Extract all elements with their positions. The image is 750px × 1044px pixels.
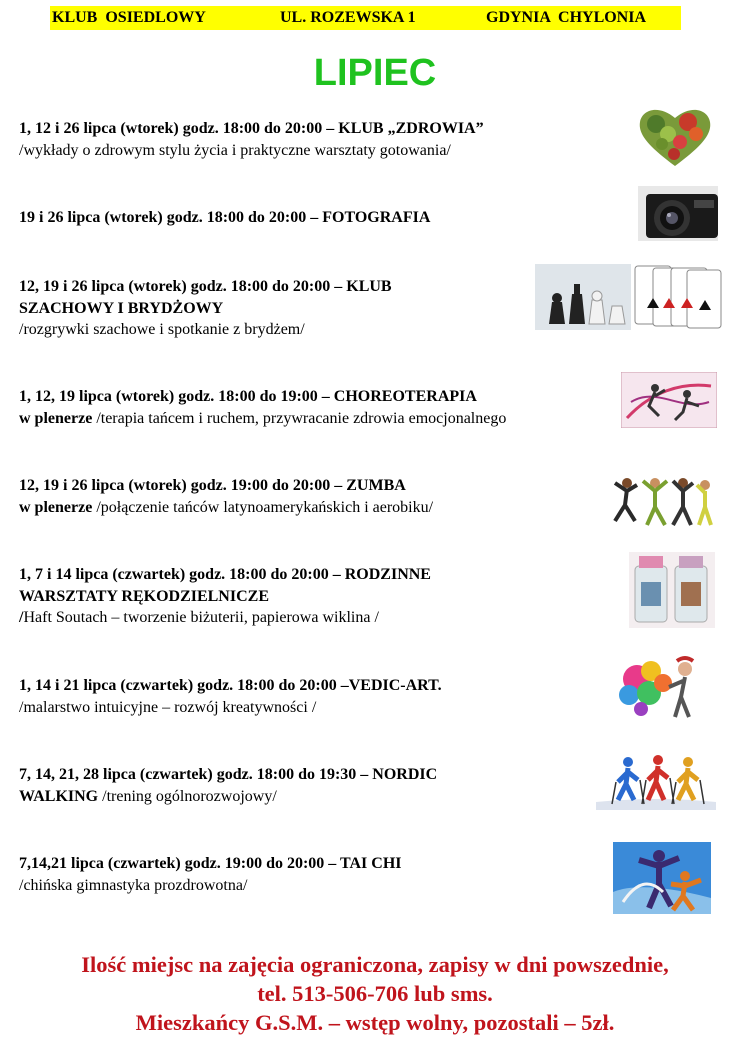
club-name: KLUB OSIEDLOWY (52, 9, 206, 26)
event-title-slash: / (19, 609, 24, 626)
event-vedic-art (19, 675, 442, 718)
event-nordic-walking (19, 764, 437, 807)
notice-phone: tel. 513-506-706 lub sms. (257, 981, 493, 1006)
event-rekodzielnictwo (19, 564, 431, 629)
camera-icon (638, 186, 718, 241)
event-fotografia (19, 207, 430, 229)
colorful-art-icon (615, 653, 711, 721)
event-title: 19 i 26 lipca (wtorek) godz. 18:00 do 20:00 – FOTOGRAFIA (19, 209, 431, 226)
event-klub-zdrowia (19, 118, 484, 161)
event-title: 7, 14, 21, 28 lipca (czwartek) godz. 18:00 do 19:30 – NORDIC (19, 766, 438, 783)
event-description: /wykłady o zdrowym stylu życia i praktyczne warsztaty gotowania/ (19, 141, 451, 159)
event-title-cont: w plenerze (19, 409, 93, 427)
event-description: /terapia tańcem i ruchem, przywracanie zdrowia emocjonalnego (92, 409, 507, 427)
dance-icon (621, 372, 717, 428)
club-city: GDYNIA CHYLONIA (486, 9, 647, 26)
nordic-walkers-icon (596, 752, 716, 810)
registration-notice (0, 950, 750, 1037)
event-description: /malarstwo intuicyjne – rozwój kreatywności / (19, 698, 317, 716)
notice-line-1: Ilość miejsc na zajęcia ograniczona, zapisy w dni powszednie, (81, 952, 669, 977)
event-title: 12, 19 i 26 lipca (wtorek) godz. 19:00 do 20:00 – ZUMBA (19, 477, 406, 494)
page-title: LIPIEC (313, 52, 437, 94)
event-description: /połączenie tańców latynoamerykańskich i aerobiku/ (92, 498, 434, 516)
heart-vegetables-icon (638, 106, 712, 168)
event-title-cont: WARSZTATY RĘKODZIELNICZE (19, 587, 269, 605)
event-description: /chińska gimnastyka prozdrowotna/ (19, 876, 248, 894)
club-address: UL. ROZEWSKA 1 (280, 9, 416, 26)
event-title: 1, 14 i 21 lipca (czwartek) godz. 18:00 do 20:00 –VEDIC-ART. (19, 677, 442, 694)
notice-price: Mieszkańcy G.S.M. – wstęp wolny, pozostali – 5zł. (135, 1010, 615, 1035)
tai-chi-icon (613, 842, 711, 914)
event-title-cont: w plenerze (19, 498, 93, 516)
event-title: 1, 12 i 26 lipca (wtorek) godz. 18:00 do 20:00 – KLUB „ZDROWIA” (19, 120, 484, 137)
handicraft-jars-icon (629, 552, 715, 628)
zumba-dancers-icon (611, 475, 715, 531)
event-title-cont: WALKING (19, 787, 99, 805)
event-description: /rozgrywki szachowe i spotkanie z brydżem/ (19, 321, 305, 338)
event-title: 1, 12, 19 lipca (wtorek) godz. 18:00 do 19:00 – CHOREOTERAPIA (19, 388, 477, 405)
event-description: /trening ogólnorozwojowy/ (98, 787, 277, 805)
chess-and-cards-icon (535, 264, 723, 330)
event-zumba (19, 475, 433, 518)
event-title: 12, 19 i 26 lipca (wtorek) godz. 18:00 do 20:00 – KLUB (19, 278, 392, 295)
header-bar (50, 6, 681, 30)
event-szachy-brydz (19, 276, 392, 341)
event-title: 1, 7 i 14 lipca (czwartek) godz. 18:00 do 20:00 – RODZINNE (19, 566, 431, 583)
event-description: Haft Soutach – tworzenie biżuterii, papierowa wiklina / (23, 609, 379, 626)
event-tai-chi (19, 853, 402, 896)
event-title: 7,14,21 lipca (czwartek) godz. 19:00 do 20:00 – TAI CHI (19, 855, 402, 872)
event-title-cont: SZACHOWY I BRYDŻOWY (19, 299, 224, 317)
event-choreoterapia (19, 386, 506, 429)
